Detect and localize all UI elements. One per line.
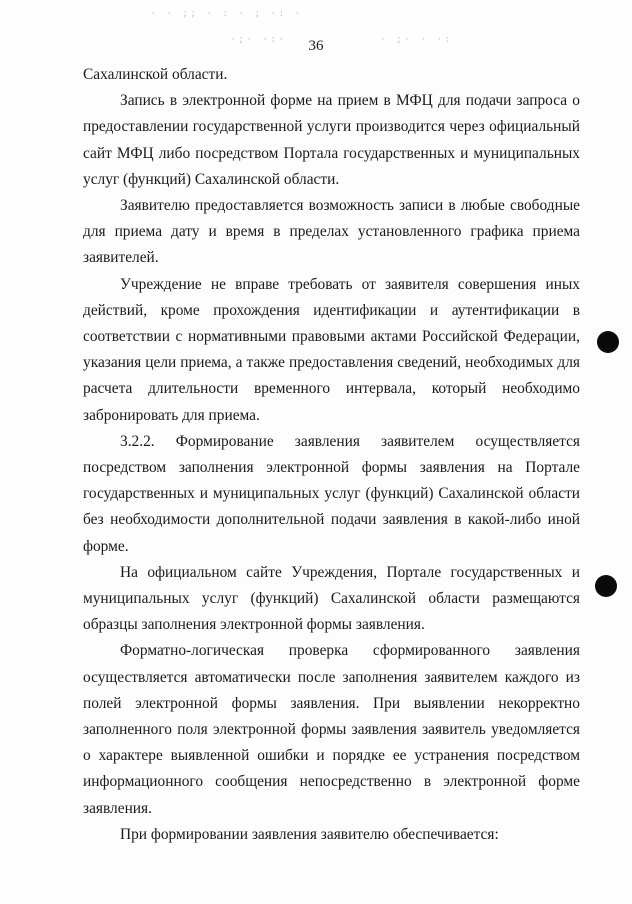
paragraph: Форматно-логическая проверка сформированного заявления осуществляется автоматически после заполнения заявителем каждого из полей электронной формы заявления. При выявлении некорректно заполненного поля электронной формы заявления заявитель уведомляется о характере выявленной ошибки и порядке ее устранения посредством информационного сообщения непосредственно в электронной форме заявления.	[83, 642, 580, 817]
punch-hole	[597, 331, 619, 353]
paragraph: Заявителю предоставляется возможность записи в любые свободные для приема дату и время в пределах установленного графика приема заявителей.	[83, 197, 580, 267]
paragraph: Учреждение не вправе требовать от заявителя совершения иных действий, кроме прохождения идентификации и аутентификации в соответствии с нормативными правовыми актами Российской Федерации, указания цели приема, а также предоставления сведений, необходимых для расчета длительности временного интервала, который необходимо забронировать для приема.	[83, 275, 580, 424]
paragraph: На официальном сайте Учреждения, Портале государственных и муниципальных услуг (функций) Сахалинской области размещаются образцы заполнения электронной формы заявления.	[83, 563, 580, 634]
paragraph: Сахалинской области.	[83, 66, 228, 83]
paragraph: Запись в электронной форме на прием в МФЦ для подачи запроса о предоставлении государственной услуги производится через официальный сайт МФЦ либо посредством Портала государственных и муниципальных услуг (функций) Сахалинской области.	[83, 92, 580, 188]
body-text	[83, 62, 580, 848]
paragraph: При формировании заявления заявителю обеспечивается:	[120, 825, 499, 843]
paragraph: 3.2.2. Формирование заявления заявителем осуществляется посредством заполнения электронной формы заявления на Портале государственных и муниципальных услуг (функций) Сахалинской области без необходимости дополнительной подачи заявления в какой-либо иной форме.	[83, 432, 580, 555]
page-number: 36	[308, 38, 324, 54]
scan-noise: · ;· · ·:	[380, 34, 453, 45]
scan-noise: ·;· ·:·	[230, 34, 287, 45]
scan-noise: · · ;; · : · ; ·: ·	[150, 8, 303, 19]
punch-hole	[595, 575, 617, 597]
